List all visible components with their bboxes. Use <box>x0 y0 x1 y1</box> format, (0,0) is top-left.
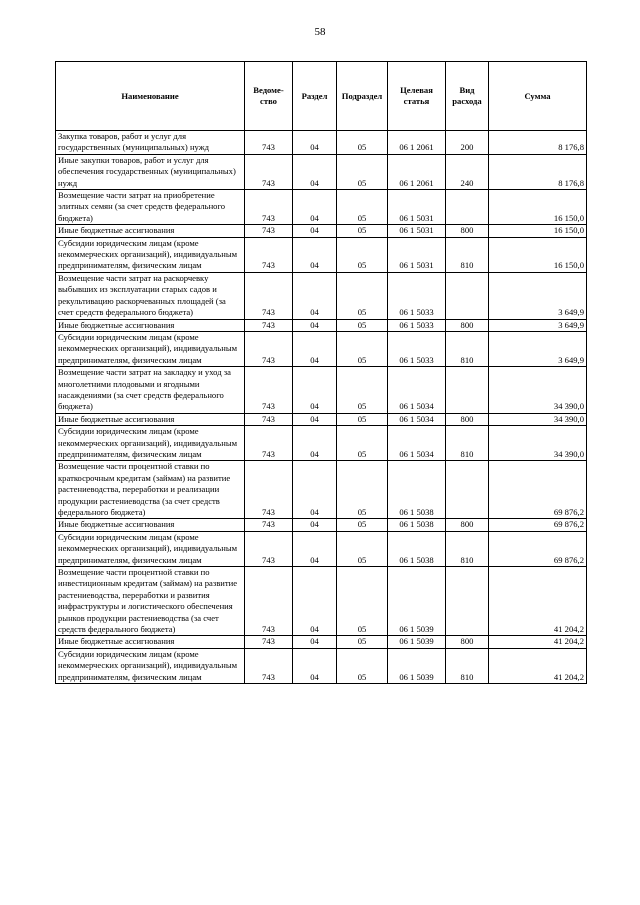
cell-section: 04 <box>293 272 337 319</box>
table-row <box>56 648 587 683</box>
table-row <box>56 331 587 366</box>
cell-subsection: 05 <box>337 413 388 425</box>
cell-subsection: 05 <box>337 131 388 155</box>
cell-dept: 743 <box>245 413 293 425</box>
cell-sum: 3 649,9 <box>489 272 587 319</box>
cell-name: Субсидии юридическим лицам (кроме некоммерческих организаций), индивидуальным предпринимателям, физическим лицам <box>56 426 245 461</box>
cell-target: 06 1 5033 <box>388 272 446 319</box>
table-row <box>56 190 587 225</box>
cell-subsection: 05 <box>337 272 388 319</box>
cell-sum: 34 390,0 <box>489 413 587 425</box>
cell-sum: 69 876,2 <box>489 461 587 519</box>
cell-section: 04 <box>293 426 337 461</box>
table-row <box>56 413 587 425</box>
cell-subsection: 05 <box>337 567 388 636</box>
cell-type <box>446 367 489 414</box>
table-header-row <box>56 62 587 131</box>
cell-dept: 743 <box>245 131 293 155</box>
cell-subsection: 05 <box>337 636 388 648</box>
cell-name: Иные бюджетные ассигнования <box>56 319 245 331</box>
header-section: Раздел <box>293 62 337 131</box>
cell-name: Возмещение части затрат на закладку и уход за многолетними плодовыми и ягодными насаждениями (за счет средств федерального бюджета) <box>56 367 245 414</box>
cell-dept: 743 <box>245 272 293 319</box>
cell-name: Субсидии юридическим лицам (кроме некоммерческих организаций), индивидуальным предпринимателям, физическим лицам <box>56 531 245 566</box>
cell-target: 06 1 2061 <box>388 131 446 155</box>
cell-target: 06 1 5031 <box>388 190 446 225</box>
cell-type: 800 <box>446 413 489 425</box>
header-target: Целевая статья <box>388 62 446 131</box>
cell-section: 04 <box>293 648 337 683</box>
cell-dept: 743 <box>245 225 293 237</box>
cell-subsection: 05 <box>337 331 388 366</box>
cell-subsection: 05 <box>337 367 388 414</box>
cell-subsection: 05 <box>337 531 388 566</box>
cell-subsection: 05 <box>337 190 388 225</box>
cell-name: Субсидии юридическим лицам (кроме некоммерческих организаций), индивидуальным предпринимателям, физическим лицам <box>56 237 245 272</box>
table-row <box>56 225 587 237</box>
header-sum: Сумма <box>489 62 587 131</box>
cell-target: 06 1 5038 <box>388 531 446 566</box>
cell-section: 04 <box>293 636 337 648</box>
cell-target: 06 1 5039 <box>388 567 446 636</box>
table-row <box>56 461 587 519</box>
table-row <box>56 519 587 531</box>
cell-type <box>446 272 489 319</box>
cell-target: 06 1 5038 <box>388 461 446 519</box>
table-row <box>56 319 587 331</box>
cell-sum: 3 649,9 <box>489 331 587 366</box>
cell-target: 06 1 5039 <box>388 636 446 648</box>
cell-sum: 8 176,8 <box>489 154 587 189</box>
cell-type <box>446 190 489 225</box>
cell-sum: 34 390,0 <box>489 367 587 414</box>
cell-subsection: 05 <box>337 461 388 519</box>
header-name: Наименование <box>56 62 245 131</box>
cell-dept: 743 <box>245 519 293 531</box>
table-row <box>56 531 587 566</box>
cell-name: Иные бюджетные ассигнования <box>56 636 245 648</box>
cell-dept: 743 <box>245 531 293 566</box>
cell-type: 810 <box>446 531 489 566</box>
cell-subsection: 05 <box>337 225 388 237</box>
cell-name: Возмещение части затрат на раскорчевку выбывших из эксплуатации старых садов и рекультивацию раскорчеванных площадей (за счет средств федерального бюджета) <box>56 272 245 319</box>
cell-dept: 743 <box>245 426 293 461</box>
cell-section: 04 <box>293 519 337 531</box>
cell-dept: 743 <box>245 237 293 272</box>
table-row <box>56 154 587 189</box>
cell-section: 04 <box>293 367 337 414</box>
table-row <box>56 131 587 155</box>
cell-name: Возмещение части процентной ставки по инвестиционным кредитам (займам) на развитие растениеводства, переработки и развития инфраструктуры и логистического обеспечения рынков продукции растениеводства (за счет средств федерального бюджета) <box>56 567 245 636</box>
header-subsection: Подраздел <box>337 62 388 131</box>
cell-name: Возмещение части процентной ставки по краткосрочным кредитам (займам) на развитие растениеводства, переработки и реализации продукции растениеводства (за счет средств федерального бюджета) <box>56 461 245 519</box>
table-row <box>56 272 587 319</box>
cell-subsection: 05 <box>337 237 388 272</box>
cell-section: 04 <box>293 131 337 155</box>
cell-sum: 8 176,8 <box>489 131 587 155</box>
cell-sum: 16 150,0 <box>489 237 587 272</box>
cell-type: 810 <box>446 331 489 366</box>
page-number: 58 <box>314 26 326 38</box>
cell-target: 06 1 5033 <box>388 331 446 366</box>
cell-section: 04 <box>293 331 337 366</box>
cell-section: 04 <box>293 531 337 566</box>
cell-name: Субсидии юридическим лицам (кроме некоммерческих организаций), индивидуальным предпринимателям, физическим лицам <box>56 331 245 366</box>
cell-name: Иные бюджетные ассигнования <box>56 225 245 237</box>
cell-target: 06 1 2061 <box>388 154 446 189</box>
cell-type <box>446 461 489 519</box>
cell-name: Субсидии юридическим лицам (кроме некоммерческих организаций), индивидуальным предпринимателям, физическим лицам <box>56 648 245 683</box>
cell-name: Возмещение части затрат на приобретение элитных семян (за счет средств федерального бюджета) <box>56 190 245 225</box>
cell-type: 240 <box>446 154 489 189</box>
cell-type: 810 <box>446 426 489 461</box>
cell-type: 810 <box>446 648 489 683</box>
cell-target: 06 1 5034 <box>388 413 446 425</box>
cell-dept: 743 <box>245 648 293 683</box>
cell-type: 200 <box>446 131 489 155</box>
cell-target: 06 1 5034 <box>388 367 446 414</box>
cell-sum: 16 150,0 <box>489 190 587 225</box>
cell-section: 04 <box>293 225 337 237</box>
table-row <box>56 367 587 414</box>
cell-section: 04 <box>293 319 337 331</box>
cell-sum: 69 876,2 <box>489 519 587 531</box>
cell-dept: 743 <box>245 190 293 225</box>
cell-type: 800 <box>446 636 489 648</box>
cell-target: 06 1 5031 <box>388 237 446 272</box>
cell-type: 800 <box>446 519 489 531</box>
cell-name: Закупка товаров, работ и услуг для государственных (муниципальных) нужд <box>56 131 245 155</box>
header-type: Вид расхода <box>446 62 489 131</box>
cell-subsection: 05 <box>337 319 388 331</box>
cell-dept: 743 <box>245 367 293 414</box>
table-row <box>56 636 587 648</box>
cell-name: Иные закупки товаров, работ и услуг для обеспечения государственных (муниципальных) нужд <box>56 154 245 189</box>
cell-type: 800 <box>446 225 489 237</box>
cell-section: 04 <box>293 413 337 425</box>
cell-sum: 41 204,2 <box>489 567 587 636</box>
cell-dept: 743 <box>245 319 293 331</box>
cell-subsection: 05 <box>337 426 388 461</box>
table-row <box>56 237 587 272</box>
cell-type <box>446 567 489 636</box>
cell-target: 06 1 5038 <box>388 519 446 531</box>
cell-target: 06 1 5034 <box>388 426 446 461</box>
cell-name: Иные бюджетные ассигнования <box>56 413 245 425</box>
cell-sum: 3 649,9 <box>489 319 587 331</box>
cell-target: 06 1 5031 <box>388 225 446 237</box>
cell-dept: 743 <box>245 567 293 636</box>
cell-section: 04 <box>293 190 337 225</box>
cell-target: 06 1 5039 <box>388 648 446 683</box>
cell-subsection: 05 <box>337 648 388 683</box>
header-dept: Ведоме- ство <box>245 62 293 131</box>
cell-name: Иные бюджетные ассигнования <box>56 519 245 531</box>
cell-section: 04 <box>293 237 337 272</box>
cell-dept: 743 <box>245 154 293 189</box>
cell-subsection: 05 <box>337 154 388 189</box>
cell-sum: 41 204,2 <box>489 648 587 683</box>
cell-subsection: 05 <box>337 519 388 531</box>
table-row <box>56 426 587 461</box>
cell-dept: 743 <box>245 331 293 366</box>
cell-target: 06 1 5033 <box>388 319 446 331</box>
cell-sum: 16 150,0 <box>489 225 587 237</box>
cell-dept: 743 <box>245 636 293 648</box>
cell-sum: 41 204,2 <box>489 636 587 648</box>
budget-table <box>55 61 587 684</box>
cell-section: 04 <box>293 567 337 636</box>
cell-section: 04 <box>293 461 337 519</box>
cell-type: 800 <box>446 319 489 331</box>
cell-sum: 34 390,0 <box>489 426 587 461</box>
cell-dept: 743 <box>245 461 293 519</box>
table-row <box>56 567 587 636</box>
cell-sum: 69 876,2 <box>489 531 587 566</box>
cell-type: 810 <box>446 237 489 272</box>
cell-section: 04 <box>293 154 337 189</box>
